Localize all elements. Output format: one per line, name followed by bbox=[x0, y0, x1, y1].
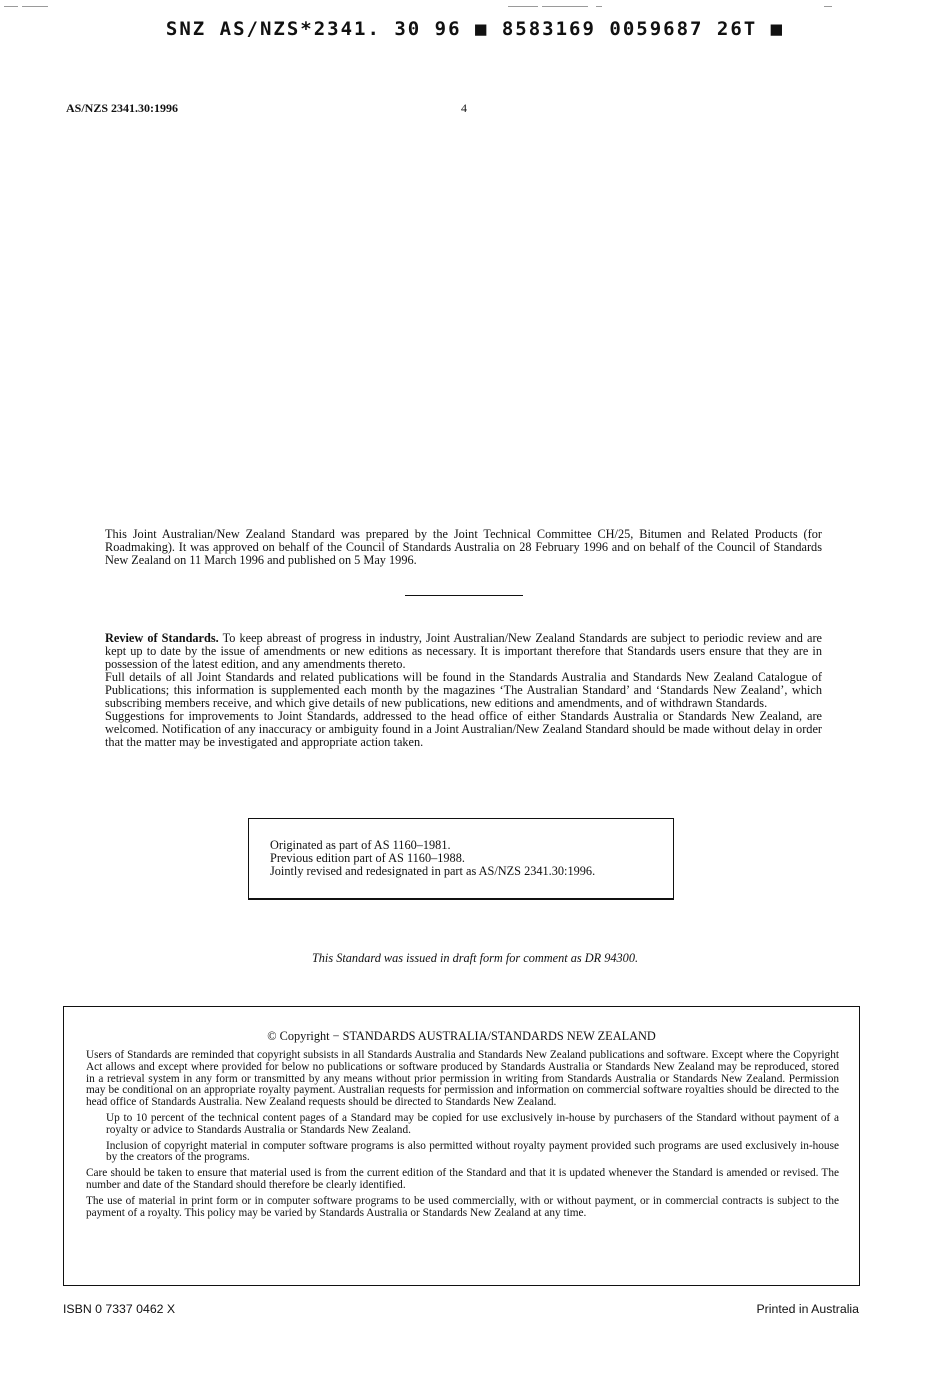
scan-mark bbox=[596, 6, 602, 7]
draft-note: This Standard was issued in draft form for comment as DR 94300. bbox=[311, 951, 639, 965]
scan-mark bbox=[4, 6, 18, 7]
review-of-standards bbox=[105, 632, 822, 749]
origin-lines bbox=[270, 839, 595, 878]
copyright-paragraph: Up to 10 percent of the technical content pages of a Standard may be copied for use exclusively in-house by purchasers of the Standard without payment of a royalty or advice to Standards Australia or Standards New Zealand. bbox=[106, 1111, 839, 1136]
origin-line: Jointly revised and redesignated in part as AS/NZS 2341.30:1996. bbox=[270, 864, 596, 878]
origin-line: Originated as part of AS 1160–1981. bbox=[270, 838, 451, 852]
printed-in: Printed in Australia bbox=[756, 1302, 859, 1316]
origin-box bbox=[248, 818, 674, 900]
scan-mark bbox=[508, 6, 538, 7]
scan-mark bbox=[824, 6, 832, 7]
copyright-title: © Copyright − STANDARDS AUSTRALIA/STANDARDS NEW ZEALAND bbox=[267, 1029, 656, 1043]
copyright-paragraph: Care should be taken to ensure that material used is from the current edition of the Standard and that it is updated whenever the Standard is amended or revised. The number and date of the Standard should therefore be clearly identified. bbox=[86, 1167, 839, 1191]
scan-code-line: SNZ AS/NZS*2341. 30 96 ■ 8583169 0059687 26T ■ bbox=[165, 18, 785, 40]
copyright-box bbox=[63, 1006, 860, 1286]
scan-mark bbox=[542, 6, 588, 7]
review-text: To keep abreast of progress in industry, Joint Australian/New Zealand Standards are subject to periodic review and are kept up to date by the issue of amendments or new editions as necessary. It is important therefore that Standards users ensure that they are in possession of the latest edition, and any amendments thereto. bbox=[105, 631, 822, 671]
copyright-paragraph: Inclusion of copyright material in computer software programs is also permitted without royalty payment provided such programs are used exclusively in-house by the creators of the programs. bbox=[106, 1139, 839, 1164]
copyright-paragraph: Users of Standards are reminded that copyright subsists in all Standards Australia and Standards New Zealand publications and software. Except where the Copyright Act allows and except where provided for below no publications or software produced by Standards Australia or Standards New Zealand may be reproduced, stored in a retrieval system in any form or transmitted by any means without prior permission in writing from Standards Australia or Standards New Zealand. Permission may be conditional on an appropriate royalty payment. Australian requests for permission and information on commercial software royalties should be directed to the head office of Standards Australia. New Zealand requests should be directed to Standards New Zealand. bbox=[86, 1049, 839, 1109]
review-paragraph: Full details of all Joint Standards and related publications will be found in the Standards Australia and Standards New Zealand Catalogue of Publications; this information is supplemented each month by the magazines ‘The Australian Standard’ and ‘Standards New Zealand’, which subscribing members receive, and which give details of new publications, new editions and amendments, and of withdrawn Standards. bbox=[105, 670, 822, 710]
page-number: 4 bbox=[461, 101, 467, 115]
section-divider bbox=[405, 595, 523, 596]
copyright-body bbox=[86, 1050, 839, 1223]
isbn: ISBN 0 7337 0462 X bbox=[63, 1302, 176, 1316]
review-paragraph: Suggestions for improvements to Joint Standards, addressed to the head office of either Standards Australia or Standards New Zealand, are welcomed. Notification of any inaccuracy or ambiguity found in a Joint Australian/New Zealand Standard should be made without delay in order that the matter may be investigated and appropriate action taken. bbox=[105, 709, 822, 749]
preparation-statement: This Joint Australian/New Zealand Standard was prepared by the Joint Technical Committee CH/25, Bitumen and Related Products (for Roadmaking). It was approved on behalf of the Council of Standards Australia on 28 February 1996 and on behalf of the Council of Standards New Zealand on 11 March 1996 and published on 5 May 1996. bbox=[105, 527, 822, 567]
review-paragraph bbox=[105, 632, 822, 671]
standard-designation: AS/NZS 2341.30:1996 bbox=[66, 101, 179, 115]
origin-line: Previous edition part of AS 1160–1988. bbox=[270, 851, 465, 865]
scan-edge-marks bbox=[0, 3, 950, 11]
scan-mark bbox=[22, 6, 48, 7]
copyright-paragraph: The use of material in print form or in computer software programs to be used commercially, with or without payment, or in commercial contracts is subject to the payment of a royalty. This policy may be varied by Standards Australia or Standards New Zealand at any time. bbox=[86, 1194, 839, 1219]
review-heading: Review of Standards. bbox=[105, 631, 219, 645]
